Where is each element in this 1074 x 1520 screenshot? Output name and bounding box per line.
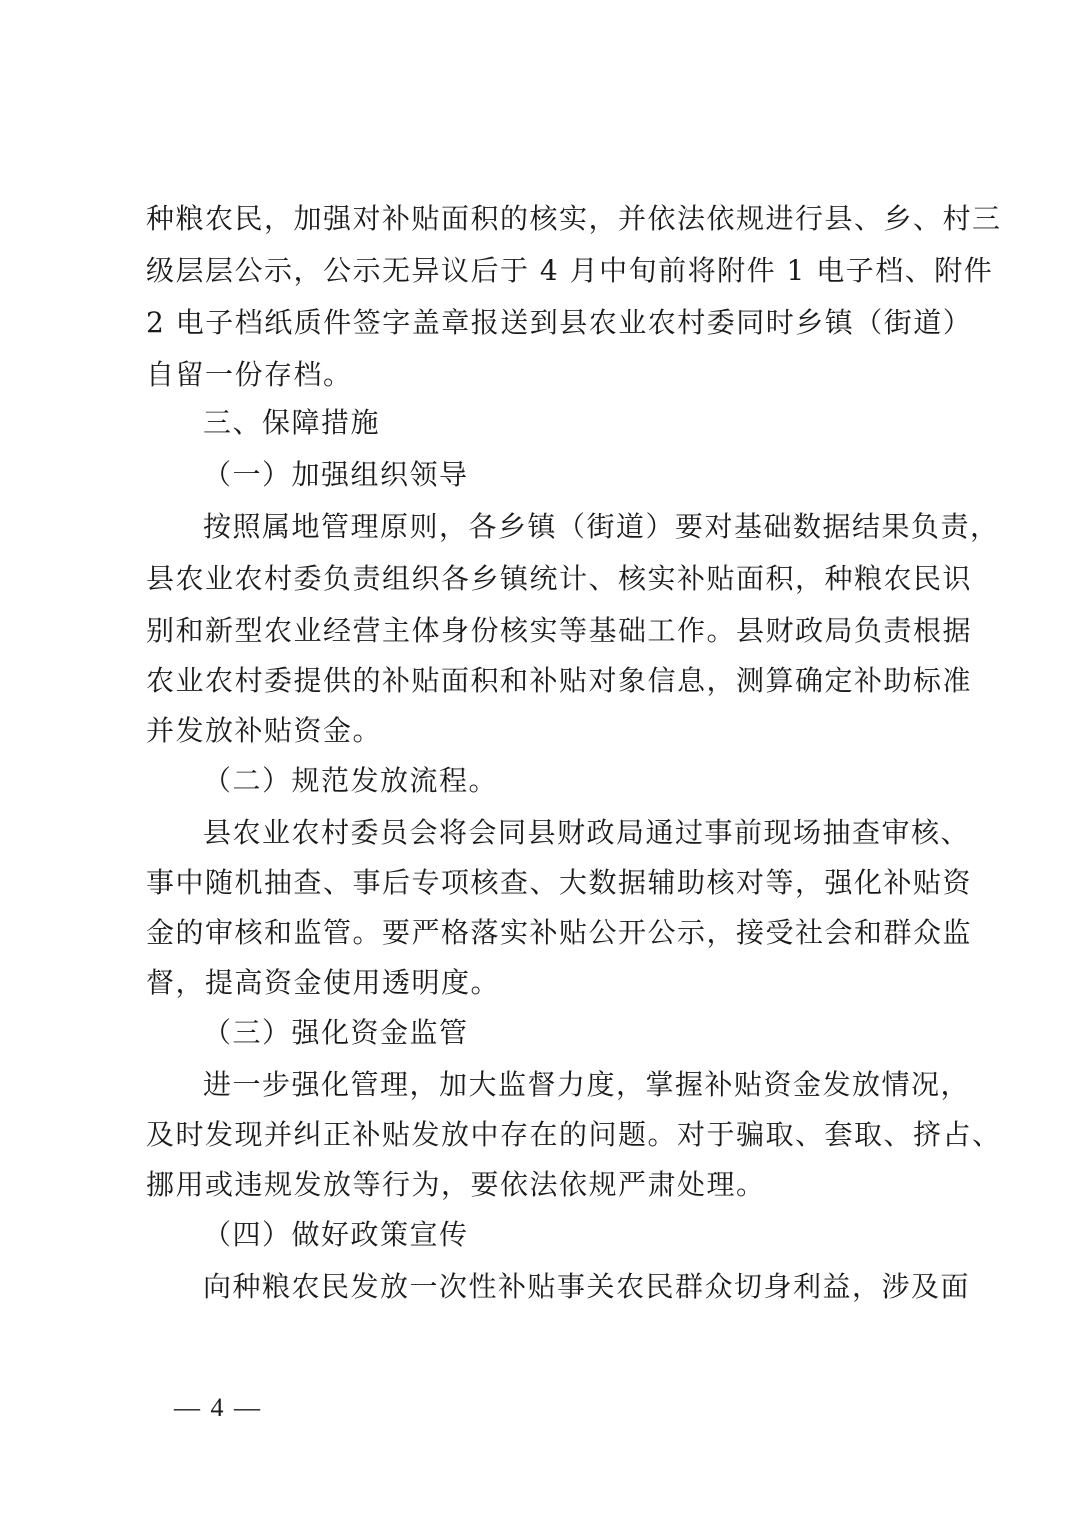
text-line: 县农业农村委员会将会同县财政局通过事前现场抽查审核、 — [203, 816, 971, 849]
text-line: 别和新型农业经营主体身份核实等基础工作。县财政局负责根据 — [146, 614, 973, 647]
text-line: 县农业农村委负责组织各乡镇统计、核实补贴面积，种粮农民识 — [146, 562, 973, 595]
text-line: 级层层公示，公示无异议后于 4 月中旬前将附件 1 电子档、附件 — [146, 254, 994, 287]
text-line: 金的审核和监管。要严格落实补贴公开公示，接受社会和群众监 — [146, 916, 973, 949]
text-line: 进一步强化管理，加大监督力度，掌握补贴资金发放情况， — [203, 1068, 971, 1101]
text-line: 及时发现并纠正补贴发放中存在的问题。对于骗取、套取、挤占、 — [146, 1118, 1002, 1151]
text-line: 按照属地管理原则，各乡镇（街道）要对基础数据结果负责， — [203, 510, 1000, 543]
text-line: 督，提高资金使用透明度。 — [146, 966, 501, 999]
subsection-heading: （二）规范发放流程。 — [203, 764, 499, 797]
text-line: 农业农村委提供的补贴面积和补贴对象信息，测算确定补助标准 — [146, 664, 973, 697]
text-line: 挪用或违规发放等行为，要依法依规严肃处理。 — [146, 1168, 766, 1201]
text-line: 自留一份存档。 — [146, 358, 353, 391]
subsection-heading: （四）做好政策宣传 — [203, 1218, 469, 1251]
text-line: 2 电子档纸质件签字盖章报送到县农业农村委同时乡镇（街道） — [146, 306, 973, 339]
subsection-heading: （一）加强组织领导 — [203, 458, 469, 491]
text-line: 并发放补贴资金。 — [146, 714, 383, 747]
text-line: 事中随机抽查、事后专项核查、大数据辅助核对等，强化补贴资 — [146, 866, 973, 899]
section-heading: 三、保障措施 — [203, 406, 381, 439]
page-number: — 4 — — [174, 1393, 262, 1422]
subsection-heading: （三）强化资金监管 — [203, 1016, 469, 1049]
text-line: 种粮农民，加强对补贴面积的核实，并依法依规进行县、乡、村三 — [146, 202, 1002, 235]
text-line: 向种粮农民发放一次性补贴事关农民群众切身利益，涉及面 — [203, 1270, 971, 1303]
